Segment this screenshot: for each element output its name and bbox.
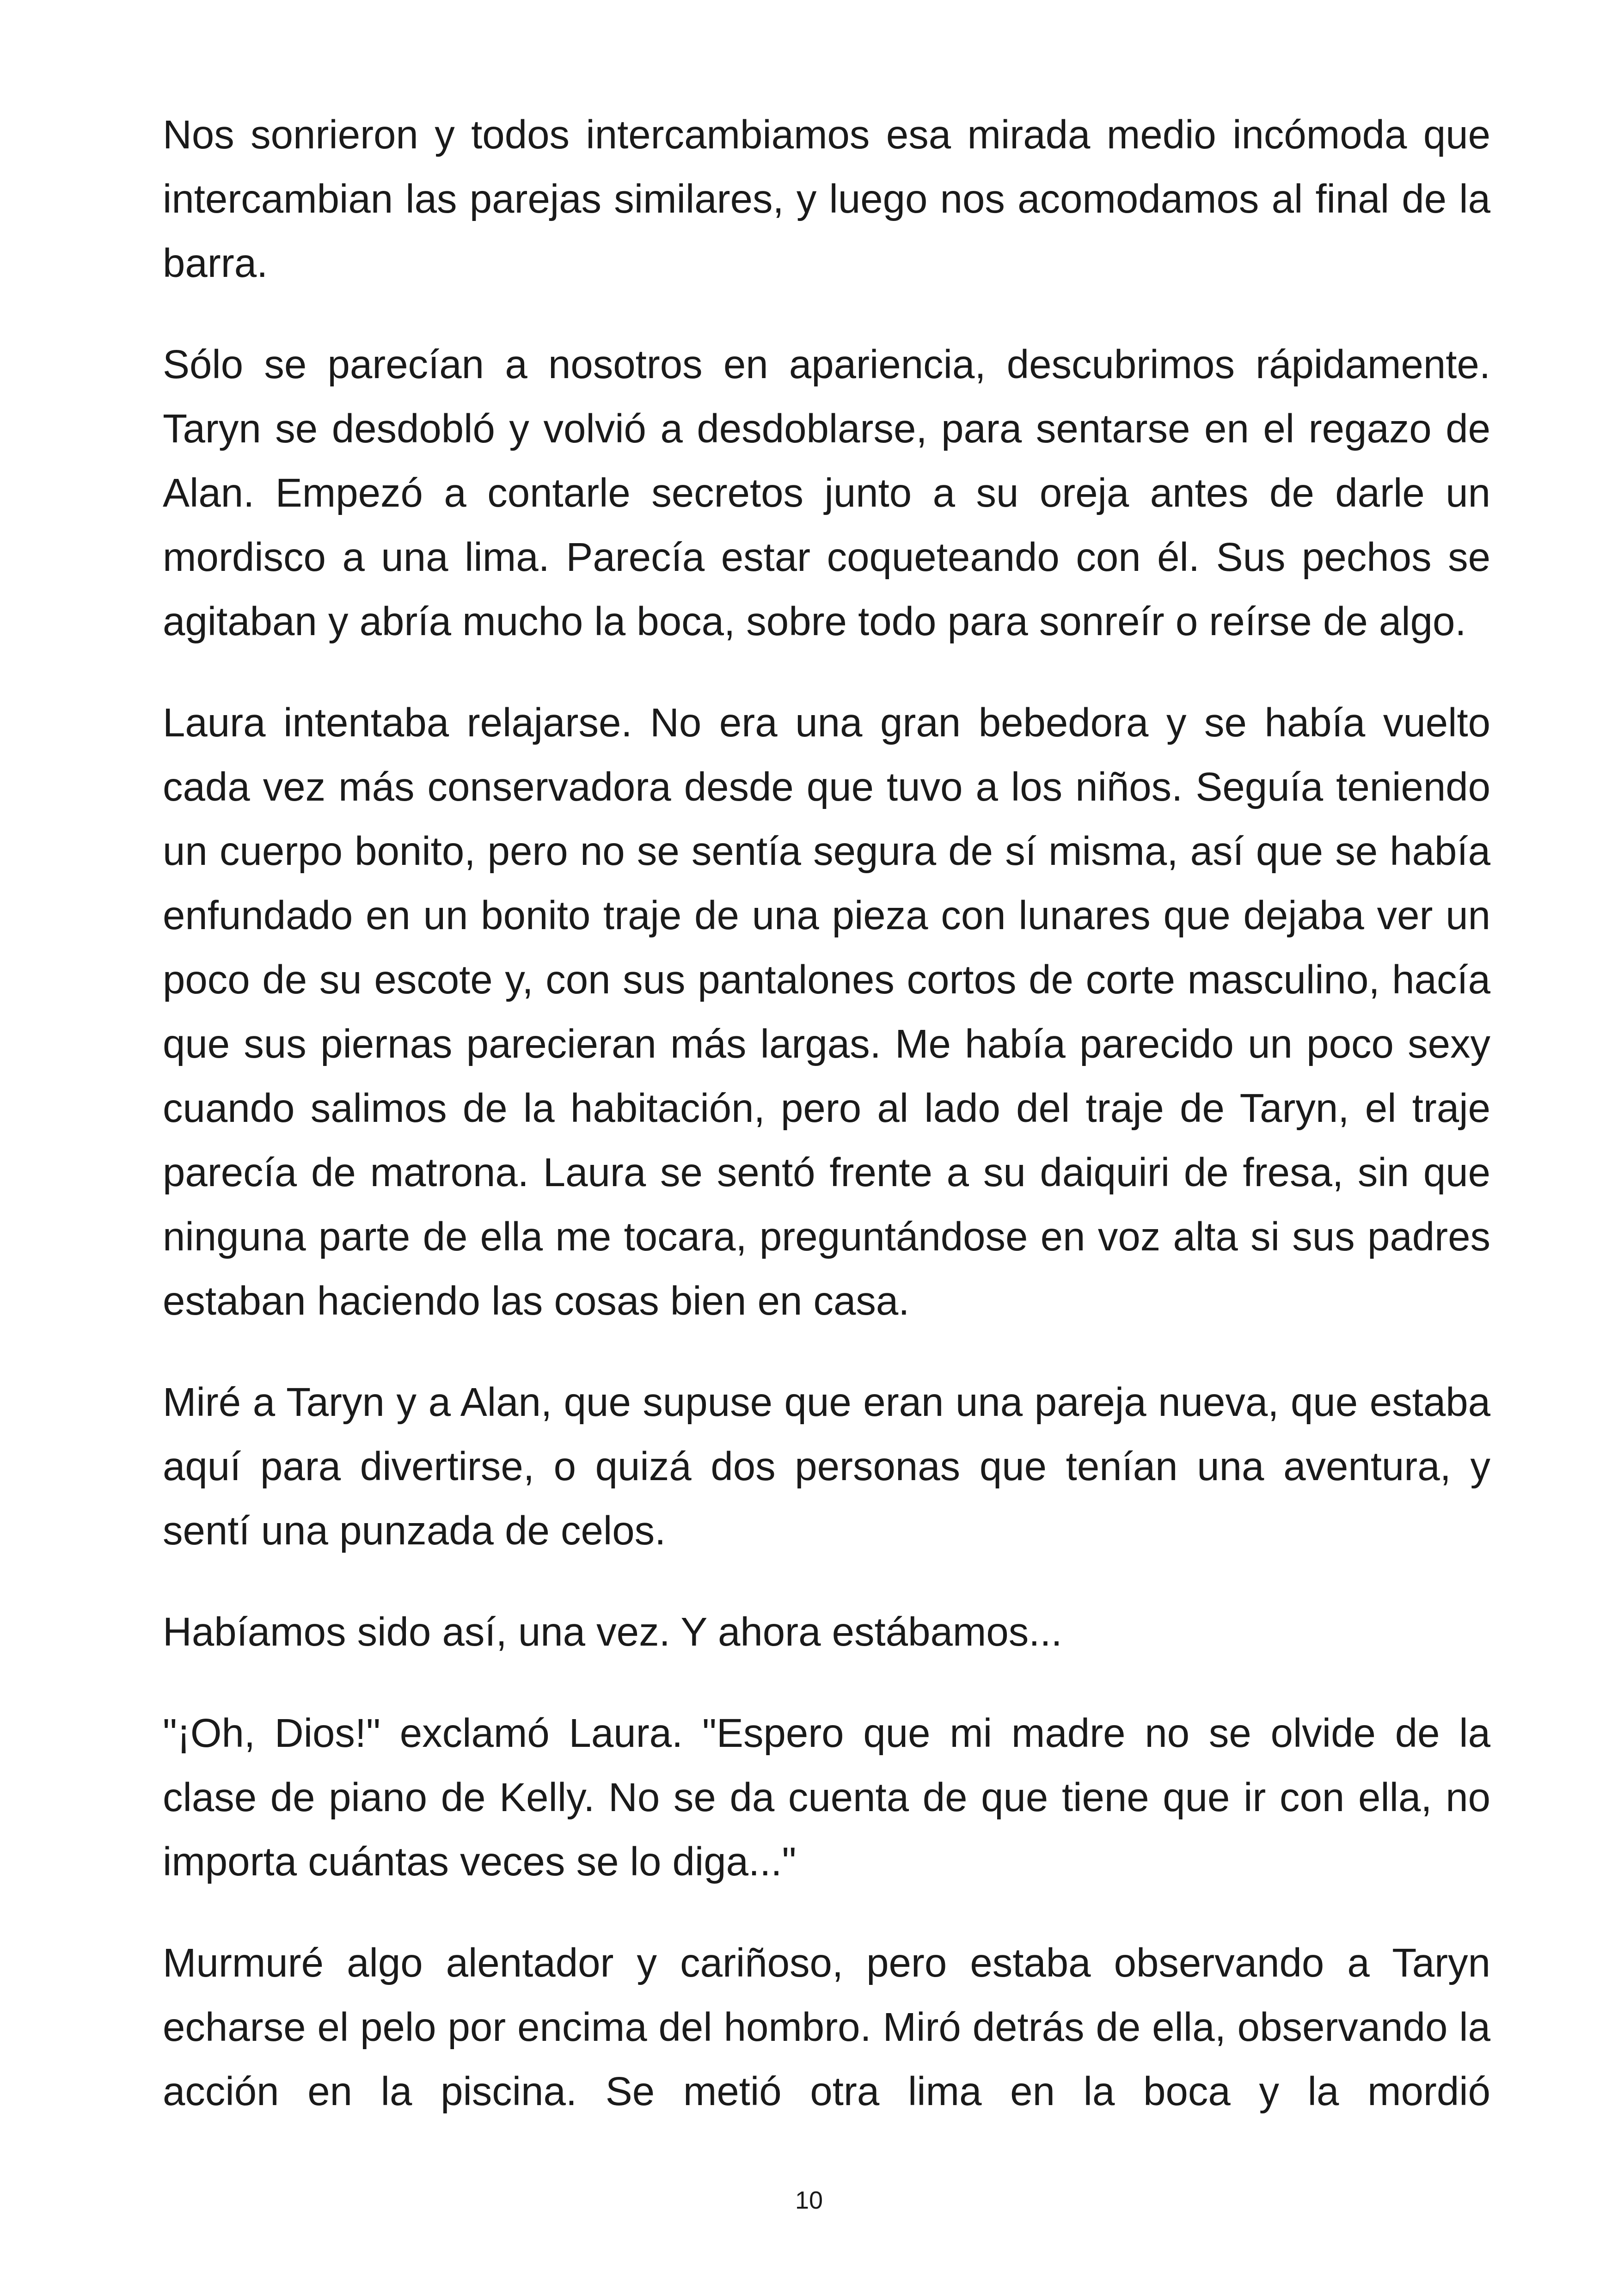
paragraph-3: Laura intentaba relajarse. No era una gran bebedora y se había vuelto cada vez más conservadora desde que tuvo a los niños. Seguía teniendo un cuerpo bonito, pero no se sentía segura de sí misma, así que se había enfundado en un bonito traje de una pieza con lunares que dejaba ver un poco de su escote y, con sus pantalones cortos de corte masculino, hacía que sus piernas parecieran más largas. Me había parecido un poco sexy cuando salimos de la habitación, pero al lado del traje de Taryn, el traje parecía de matrona. Laura se sentó frente a su daiquiri de fresa, sin que ninguna parte de ella me tocara, preguntándose en voz alta si sus padres estaban haciendo las cosas bien en casa.: [163, 700, 1490, 1323]
body-text: [163, 103, 1490, 2161]
paragraph-2: Sólo se parecían a nosotros en apariencia, descubrimos rápidamente. Taryn se desdobló y volvió a desdoblarse, para sentarse en el regazo de Alan. Empezó a contarle secretos junto a su oreja antes de darle un mordisco a una lima. Parecía estar coqueteando con él. Sus pechos se agitaban y abría mucho la boca, sobre todo para sonreír o reírse de algo.: [163, 342, 1490, 644]
paragraph-7: Murmuré algo alentador y cariñoso, pero estaba observando a Taryn echarse el pelo por encima del hombro. Miró detrás de ella, observando la acción en la piscina. Se metió otra lima en la boca y la mordió: [163, 1941, 1490, 2114]
page-number: 10: [795, 2186, 823, 2214]
paragraph-6: "¡Oh, Dios!" exclamó Laura. "Espero que mi madre no se olvide de la clase de piano de Kelly. No se da cuenta de que tiene que ir con ella, no importa cuántas veces se lo diga...": [163, 1711, 1490, 1884]
paragraph-4: Miré a Taryn y a Alan, que supuse que eran una pareja nueva, que estaba aquí para divertirse, o quizá dos personas que tenían una aventura, y sentí una punzada de celos.: [163, 1380, 1490, 1553]
paragraph-5: Habíamos sido así, una vez. Y ahora estábamos...: [163, 1610, 1062, 1654]
paragraph-1: Nos sonrieron y todos intercambiamos esa mirada medio incómoda que intercambian las parejas similares, y luego nos acomodamos al final de la barra.: [163, 112, 1490, 286]
